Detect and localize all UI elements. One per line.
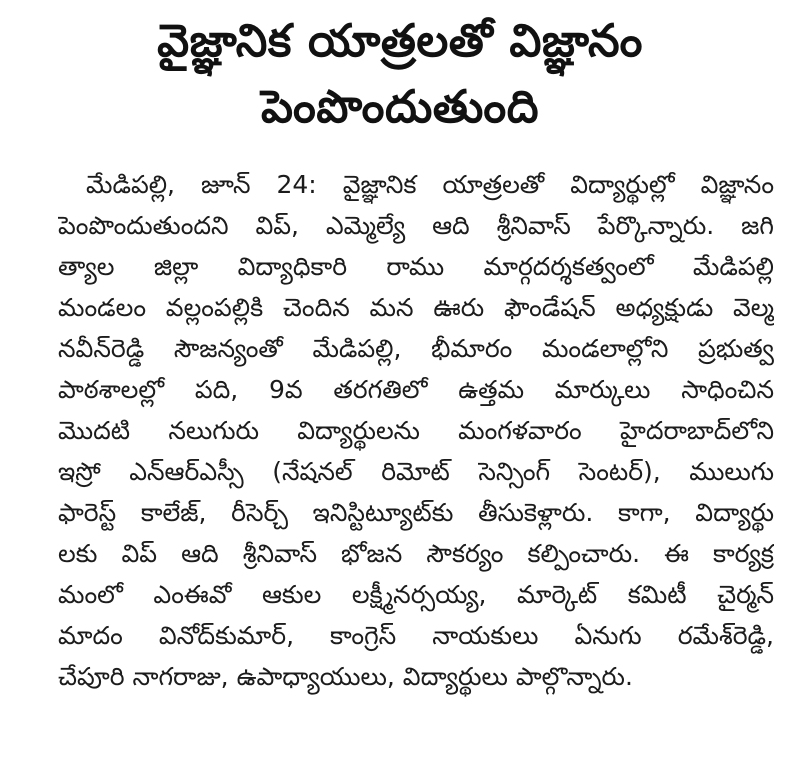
body-line-10: లకు విప్ ఆది శ్రీనివాస్ భోజన సౌకర్యం కల్పించారు. ఈ కార్యక్ర [58,539,774,568]
headline-line-1: వైజ్ఞానిక యాత్రలతో విజ్ఞానం [157,14,643,67]
body-line-12: మాదం వినోద్‌కుమార్, కాంగ్రెస్ నాయకులు ఏనుగు రమేశ్‌రెడ్డి, [58,621,774,650]
body-line-11: మంలో ఎంఈవో ఆకుల లక్ష్మీనర్సయ్య, మార్కెట్ కమిటీ చైర్మన్ [58,580,774,609]
article-body [58,164,774,697]
body-line-8: ఇస్రో ఎన్ఆర్ఎస్సీ (నేషనల్ రిమోట్ సెన్సింగ్ సెంటర్), ములుగు [58,457,774,486]
body-line-3: త్యాల జిల్లా విద్యాధికారి రాము మార్గదర్శకత్వంలో మేడిపల్లి [58,252,774,281]
body-line-9: ఫారెస్ట్ కాలేజ్, రీసెర్చ్ ఇనిస్టిట్యూట్‌కు తీసుకెళ్లారు. కాగా, విద్యార్థు [58,498,774,527]
headline-line-2: పెంపొందుతుంది [261,80,539,133]
body-line-4: మండలం వల్లంపల్లికి చెందిన మన ఊరు ఫౌండేషన్ అధ్యక్షుడు వెల్మ [58,293,774,322]
article-headline [0,0,800,140]
body-line-2: పెంపొందుతుందని విప్, ఎమ్మెల్యే ఆది శ్రీనివాస్ పేర్కొన్నారు. జగి [58,211,774,240]
body-line-6: పాఠశాలల్లో పది, 9వ తరగతిలో ఉత్తమ మార్కులు సాధించిన [58,375,774,404]
body-line-1: మేడిపల్లి, జూన్ 24: వైజ్ఞానిక యాత్రలతో విద్యార్థుల్లో విజ్ఞానం [86,170,774,199]
body-line-5: నవీన్‌రెడ్డి సౌజన్యంతో మేడిపల్లి, భీమారం మండలాల్లోని ప్రభుత్వ [58,334,774,363]
body-line-13: చేపూరి నాగరాజు, ఉపాధ్యాయులు, విద్యార్థులు పాల్గొన్నారు. [58,662,633,691]
body-line-7: మొదటి నలుగురు విద్యార్థులను మంగళవారం హైదరాబాద్‌లోని [58,416,774,445]
